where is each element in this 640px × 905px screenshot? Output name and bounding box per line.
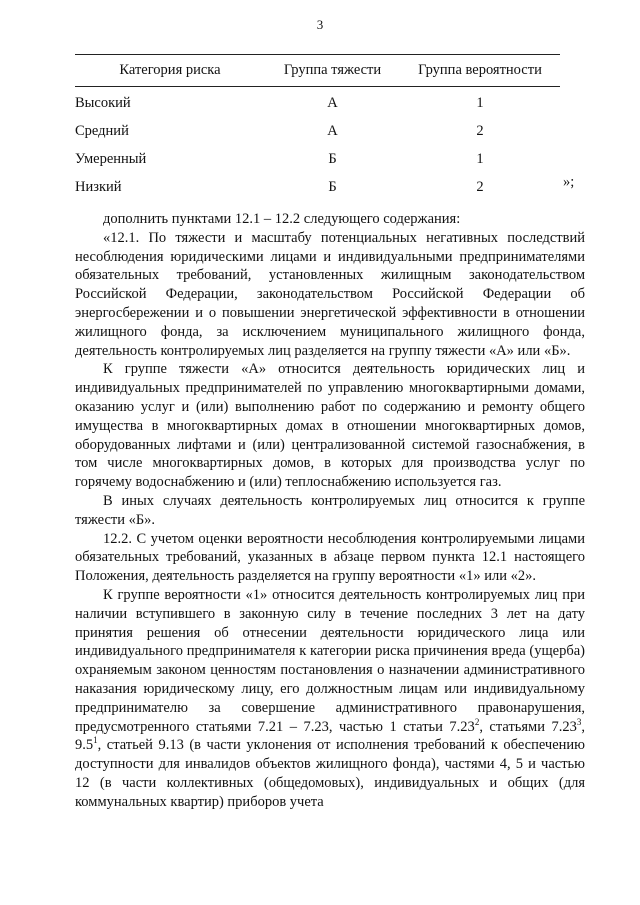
risk-category-table <box>75 54 560 201</box>
paragraph-text: К группе вероятности «1» относится деятельность контролируемых лиц при наличии вступившего в законную силу в течение последних 3 лет на дату принятия решения об отнесении деятельности юридического лица или индивидуального предпринимателя к категории риска причинения вреда (ущерба) охраняемым законом ценностям постановления о назначении административного наказания юридическому лицу, его должностным лицам или индивидуальному предпринимателю за совершение административного правонарушения, предусмотренного статьями 7.21 – 7.23, частью 1 статьи 7.23 <box>75 586 585 735</box>
paragraph-text: , 9.5 <box>75 718 585 754</box>
paragraph-12-1: «12.1. По тяжести и масштабу потенциальных негативных последствий несоблюдения юридическими лицами и индивидуальными предпринимателями обязательных требований, установленных жилищным законодательством Российской Федерации, законодательством Российской Федерации об энергосбережении и о повышении энергетической эффективности в отношении жилищного фонда, за исключением муниципального жилищного фонда, деятельность контролируемых лиц разделяется на группу тяжести «А» или «Б». <box>75 229 585 359</box>
cell-risk-category: Умеренный <box>75 150 147 167</box>
header-risk-category: Категория риска <box>75 55 265 87</box>
paragraph-probability-1 <box>75 586 585 812</box>
paragraph-severity-a: К группе тяжести «А» относится деятельность юридических лиц и индивидуальных предпринимателей по управлению многоквартирными домами, оказанию услуг и (или) выполнению работ по содержанию и ремонту общего имущества в многоквартирных домах в отношении многоквартирных домов, оборудованных лифтами и (или) централизованной системой газоснабжения, в том числе многоквартирных домов, в которых для производства услуг по горячему водоснабжению и (или) теплоснабжению используется газ. <box>75 361 585 491</box>
cell-probability-group: 2 <box>476 122 484 139</box>
superscript: 3 <box>576 716 582 727</box>
cell-severity-group: А <box>327 122 338 139</box>
cell-severity-group: Б <box>328 150 337 167</box>
header-probability-group: Группа вероятности <box>400 55 560 87</box>
paragraph-amendment-intro: дополнить пунктами 12.1 – 12.2 следующего содержания: <box>103 211 461 227</box>
table-row <box>75 87 560 118</box>
cell-risk-category: Высокий <box>75 94 131 111</box>
superscript: 1 <box>93 735 98 746</box>
table-header-row <box>75 55 560 87</box>
cell-severity-group: Б <box>328 178 337 195</box>
paragraph-severity-b: В иных случаях деятельность контролируемых лиц относится к группе тяжести «Б». <box>75 492 585 528</box>
table-row <box>75 145 560 173</box>
cell-risk-category: Низкий <box>75 178 122 195</box>
header-severity-group: Группа тяжести <box>265 55 400 87</box>
superscript: 2 <box>474 716 480 727</box>
cell-risk-category: Средний <box>75 122 129 139</box>
table-closing-quote: »; <box>563 174 575 190</box>
table-row <box>75 117 560 145</box>
paragraph-text: , статьей 9.13 (в части уклонения от исполнения требований к обеспечению доступности для инвалидов объектов жилищного фонда), частями 4, 5 и частью 12 (в части коллективных (общедомовых), индивидуальных и общих (для коммунальных квартир) приборов учета <box>75 737 585 810</box>
cell-probability-group: 1 <box>476 94 484 111</box>
cell-severity-group: А <box>327 94 338 111</box>
page-number: 3 <box>316 17 324 32</box>
cell-probability-group: 2 <box>476 178 484 195</box>
cell-probability-group: 1 <box>476 150 484 167</box>
document-body <box>75 210 585 812</box>
paragraph-text: , статьями 7.23 <box>479 718 577 735</box>
paragraph-12-2: 12.2. С учетом оценки вероятности несоблюдения контролируемыми лицами обязательных требований, указанных в абзаце первом пункта 12.1 настоящего Положения, деятельность разделяется на группу вероятности «1» или «2». <box>75 530 585 585</box>
table-row <box>75 173 560 201</box>
